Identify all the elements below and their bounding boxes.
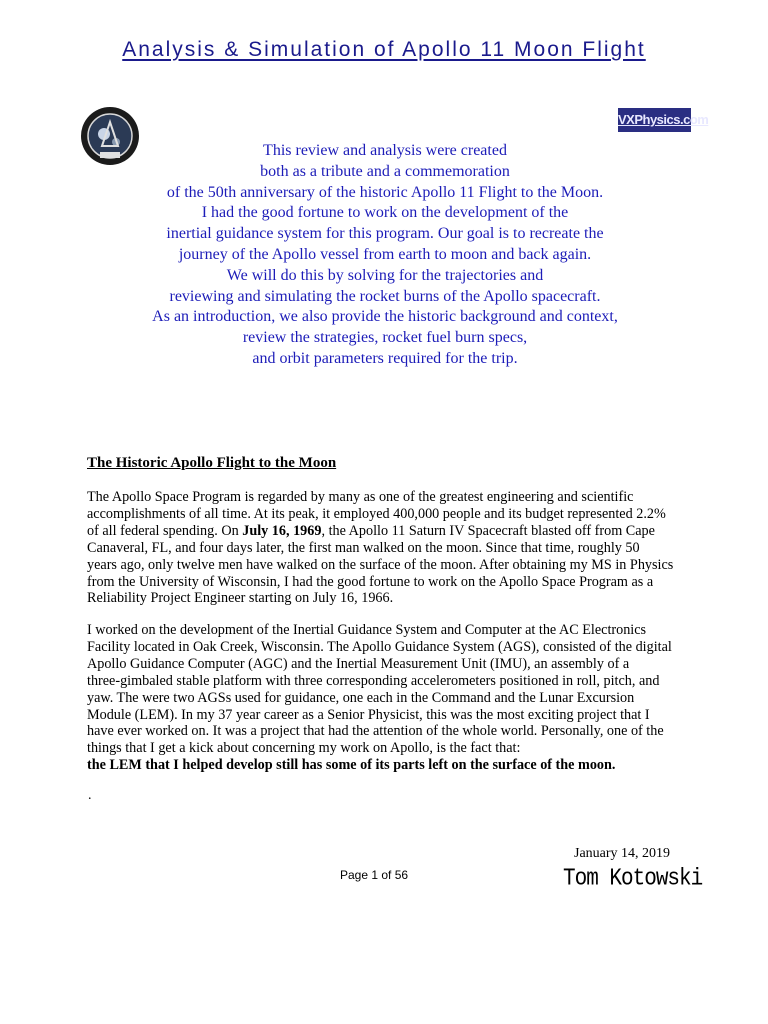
launch-date: July 16, 1969 xyxy=(242,522,322,539)
intro-line: This review and analysis were created xyxy=(263,142,507,159)
paragraph-line: from the University of Wisconsin, I had the good fortune to work on the Apollo Space Program as a xyxy=(87,573,654,590)
intro-line: As an introduction, we also provide the historic background and context, xyxy=(152,308,618,326)
page-number: Page 1 of 56 xyxy=(340,868,409,882)
intro-line: both as a tribute and a commemoration xyxy=(260,162,510,180)
paragraph-line: accomplishments of all time. At its peak, it employed 400,000 people and its budget represented 2.2% xyxy=(87,505,666,522)
intro-line: journey of the Apollo vessel from earth to moon and back again. xyxy=(178,245,592,263)
author-signature: Tom Kotowski xyxy=(563,866,703,893)
intro-line: We will do this by solving for the trajectories and xyxy=(226,266,544,284)
paragraph-line: Reliability Project Engineer starting on July 16, 1966. xyxy=(87,590,394,607)
paragraph-line: of all federal spending. On July 16, 1969, the Apollo 11 Saturn IV Spacecraft blasted off from Cape xyxy=(87,522,655,539)
paragraph-line: yaw. The were two AGSs used for guidance, one each in the Command and the Lunar Excursion xyxy=(87,689,635,706)
paragraph-2 xyxy=(87,622,687,774)
paragraph-line: I worked on the development of the Inertial Guidance System and Computer at the AC Electronics xyxy=(87,622,647,638)
paragraph-line: Facility located in Oak Creek, Wisconsin. The Apollo Guidance System (AGS), consisted of the digital xyxy=(87,638,672,655)
intro-line: of the 50th anniversary of the historic Apollo 11 Flight to the Moon. xyxy=(166,183,604,201)
paragraph-1 xyxy=(87,489,687,607)
paragraph-line: Module (LEM). In my 37 year career as a Senior Physicist, this was the most exciting project that I xyxy=(87,706,650,723)
paragraph-line: have ever worked on. It was a project that had the attention of the whole world. Personally, one of the xyxy=(87,723,664,740)
paragraph-line: The Apollo Space Program is regarded by many as one of the greatest engineering and scientific xyxy=(87,489,634,505)
paragraph-line: Canaveral, FL, and four days later, the first man walked on the moon. Since that time, roughly 50 xyxy=(87,539,640,556)
intro-line: and orbit parameters required for the trip. xyxy=(252,349,518,367)
document-title: Analysis & Simulation of Apollo 11 Moon Flight xyxy=(122,38,646,61)
section-heading: The Historic Apollo Flight to the Moon xyxy=(87,455,337,471)
intro-line: review the strategies, rocket fuel burn specs, xyxy=(242,329,528,347)
paragraph-line: Apollo Guidance Computer (AGC) and the Inertial Measurement Unit (IMU), an assembly of a xyxy=(87,655,630,672)
vxphysics-logo[interactable]: VXPhysics.com xyxy=(618,108,691,132)
intro-line: reviewing and simulating the rocket burns of the Apollo spacecraft. xyxy=(169,287,601,305)
paragraph-line: years ago, only twelve men have walked on the surface of the moon. After obtaining my MS in Physics xyxy=(87,556,674,573)
document-date: January 14, 2019 xyxy=(574,846,671,861)
paragraph-line: three-gimbaled stable platform with three corresponding accelerometers positioned in roll, pitch, and xyxy=(87,672,660,689)
trailing-dot: . xyxy=(88,788,92,803)
intro-line: I had the good fortune to work on the development of the xyxy=(201,204,569,222)
paragraph-line: things that I get a kick about concerning my work on Apollo, is the fact that: xyxy=(87,740,521,757)
intro-line: inertial guidance system for this program. Our goal is to recreate the xyxy=(166,225,604,243)
intro-text xyxy=(120,141,650,370)
bold-statement: the LEM that I helped develop still has some of its parts left on the surface of the moon. xyxy=(87,757,616,774)
